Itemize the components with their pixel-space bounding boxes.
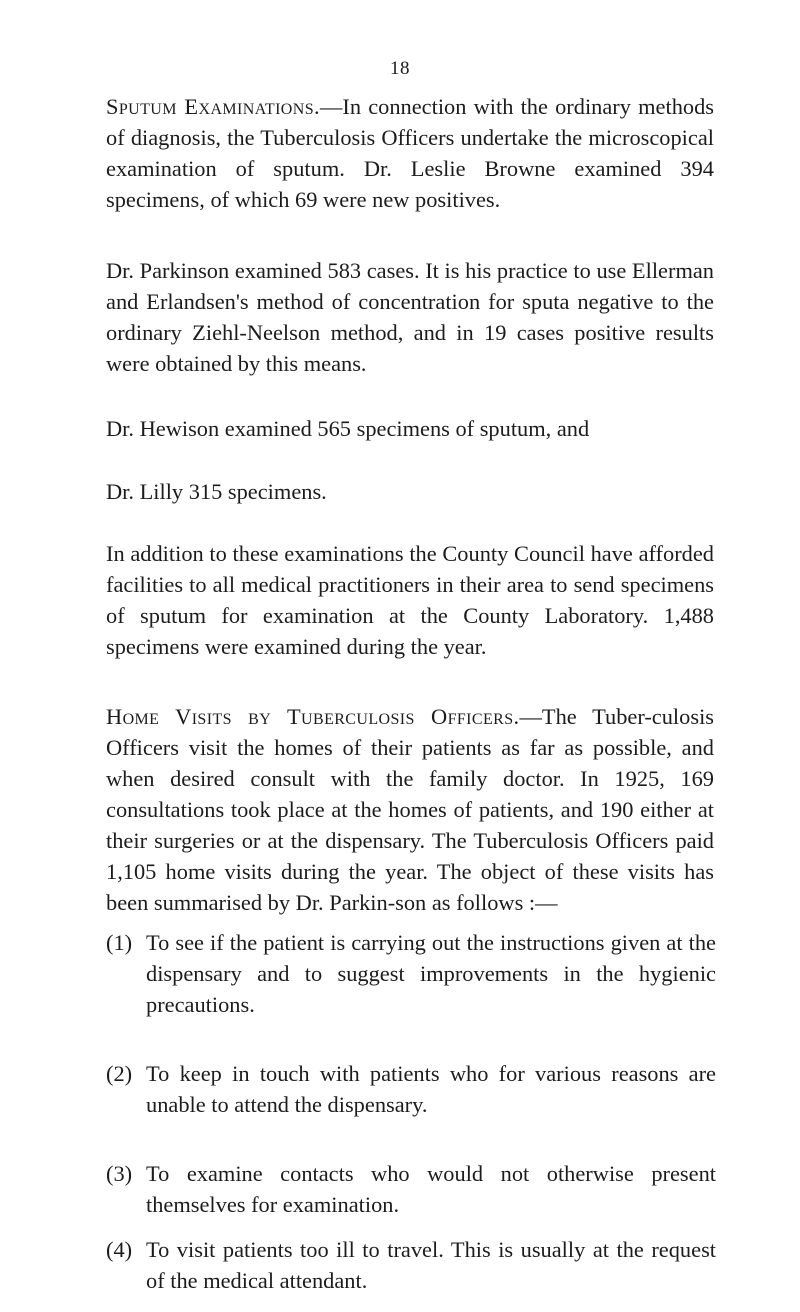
paragraph-sputum-examinations xyxy=(106,91,714,215)
list-item-text: To visit patients too ill to travel. This is usually at the request of the medical attendant. xyxy=(146,1237,716,1293)
list-item xyxy=(106,1058,716,1120)
paragraph-text-sputum: —In connection with the ordinary methods of diagnosis, the Tuberculosis Officers undertake the microscopical examination of sputum. Dr. Leslie Browne examined 394 specimens, of which 69 were new positives. xyxy=(106,94,714,212)
page-number: 18 xyxy=(390,58,410,79)
list-item-number: (4) xyxy=(106,1237,133,1262)
list-item xyxy=(106,927,716,1020)
list-item-number: (2) xyxy=(106,1061,133,1086)
paragraph-text-parkinson: Dr. Parkinson examined 583 cases. It is his practice to use Ellerman and Erlandsen's method of concentration for sputa negative to the ordinary Ziehl-Neelson method, and in 19 cases positive results were obtained by this means. xyxy=(106,258,714,376)
list-item-text: To examine contacts who would not otherwise present themselves for examination. xyxy=(146,1161,716,1217)
paragraph-home-visits xyxy=(106,701,714,918)
section-heading-sputum: Sputum Examinations. xyxy=(106,94,321,119)
list-item xyxy=(106,1234,716,1296)
list-item-text: To see if the patient is carrying out the instructions given at the dispensary and to suggest improvements in the hygienic precautions. xyxy=(146,930,716,1017)
paragraph-lilly xyxy=(106,476,714,507)
section-heading-home-visits: Home Visits by Tuberculosis Officers. xyxy=(106,704,520,729)
paragraph-parkinson xyxy=(106,255,714,379)
list-item-number: (1) xyxy=(106,930,133,955)
paragraph-text-home-visits: —The Tuber-culosis Officers visit the homes of their patients as far as possible, and when desired consult with the family doctor. In 1925, 169 consultations took place at the homes of patients, and 190 either at their surgeries or at the dispensary. The Tuberculosis Officers paid 1,105 home visits during the year. The object of these visits has been summarised by Dr. Parkin-son as follows :— xyxy=(106,704,714,915)
paragraph-text-lilly: Dr. Lilly 315 specimens. xyxy=(106,479,327,504)
paragraph-text-addition: In addition to these examinations the County Council have afforded facilities to all medical practitioners in their area to send specimens of sputum for examination at the County Laboratory. 1,488 specimens were examined during the year. xyxy=(106,541,714,659)
list-item-text: To keep in touch with patients who for various reasons are unable to attend the dispensary. xyxy=(146,1061,716,1117)
paragraph-text-hewison: Dr. Hewison examined 565 specimens of sputum, and xyxy=(106,416,590,441)
list-item xyxy=(106,1158,716,1220)
list-item-number: (3) xyxy=(106,1161,133,1186)
paragraph-hewison xyxy=(106,413,714,444)
paragraph-county-laboratory xyxy=(106,538,714,662)
